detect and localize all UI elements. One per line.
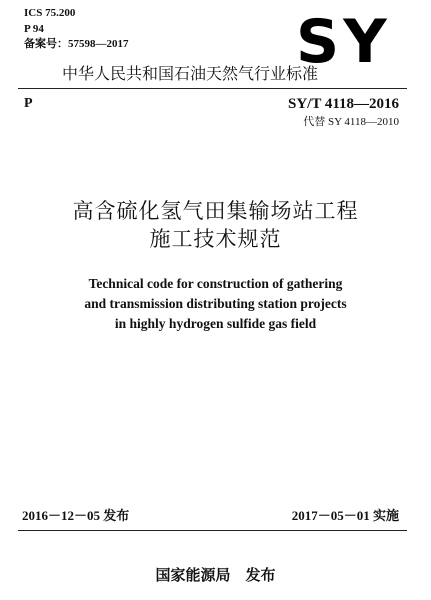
- chinese-title-line-1: 高含硫化氢气田集输场站工程: [72, 199, 359, 223]
- industry-standard-label: 中华人民共和国石油天然气行业标准: [62, 64, 319, 83]
- bottom-divider: [18, 530, 407, 531]
- standard-number: SY/T 4118—2016: [288, 96, 399, 112]
- english-title-line-2: and transmission distributing station projects: [84, 296, 347, 311]
- issue-date: 2016－12－05 发布: [22, 508, 130, 523]
- english-title-line-3: in highly hydrogen sulfide gas field: [114, 316, 317, 331]
- publisher: 国家能源局 发布: [155, 566, 276, 584]
- top-divider: [18, 88, 407, 89]
- record-number: 备案号：57598—2017: [24, 38, 129, 50]
- implementation-date: 2017－05－01 实施: [291, 508, 399, 523]
- ics-code: ICS 75.200: [24, 7, 76, 19]
- english-title-line-1: Technical code for construction of gathering: [88, 276, 343, 291]
- chinese-title-line-2: 施工技术规范: [149, 227, 282, 251]
- p-code: P 94: [24, 23, 44, 35]
- replaces-standard: 代替 SY 4118—2010: [303, 116, 399, 128]
- classification-letter: P: [24, 96, 33, 111]
- sy-logo: SY: [296, 7, 391, 77]
